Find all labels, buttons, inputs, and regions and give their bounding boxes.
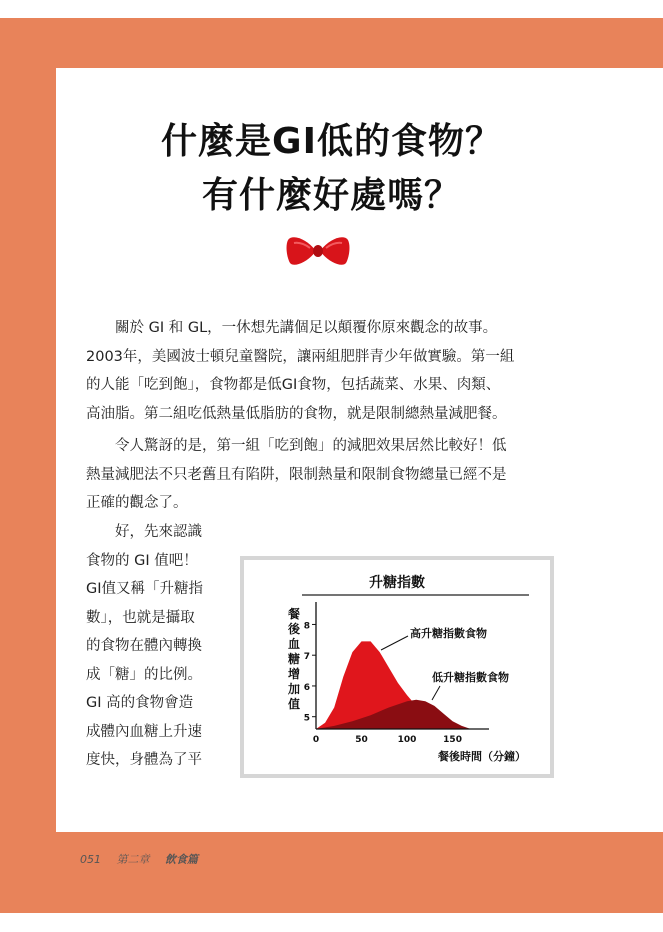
paragraph-2-line: 正確的觀念了。 (86, 495, 188, 511)
paragraph-1 (86, 314, 556, 428)
x-tick-label: 100 (397, 735, 417, 745)
bowtie-icon (286, 234, 350, 268)
paragraph-2-line: 熱量減肥法不只老舊且有陷阱，限制熱量和限制食物總量已經不是 (86, 466, 507, 483)
page-title-line1: 什麼是GI低的食物？ (161, 121, 502, 162)
section-label: 飲食篇 (165, 853, 198, 866)
y-tick-label: 6 (303, 682, 310, 693)
paragraph-2 (86, 432, 556, 518)
paragraph-1-line: 2003年，美國波士頓兒童醫院，讓兩組肥胖青少年做實驗。第一組 (86, 348, 515, 365)
frame-bottom-band (0, 832, 663, 913)
paragraph-1-line: 的人能「吃到飽」，食物都是低GI食物，包括蔬菜、水果、肉類、 (86, 377, 501, 393)
page-number: 051 (80, 853, 101, 866)
series-label-high-gi: 高升糖指數食物 (410, 627, 487, 640)
page-footer (80, 851, 210, 867)
y-axis-label-char: 餐 (287, 607, 301, 621)
series-leader-high-gi (381, 636, 408, 650)
gi-chart (244, 560, 550, 774)
paragraph-1-line: 關於 GI 和 GL，一休想先講個足以顛覆你原來觀念的故事。 (115, 320, 498, 336)
y-axis-label-char: 加 (287, 682, 301, 696)
chapter-label: 第二章 (116, 853, 150, 866)
paragraph-3-line: GI值又稱「升糖指 (86, 581, 204, 597)
y-axis-label-char: 增 (287, 667, 301, 681)
x-tick-label: 0 (312, 735, 320, 745)
series-leader-low-gi (432, 686, 440, 700)
y-axis-label-char: 後 (287, 622, 301, 636)
x-tick-label: 50 (355, 735, 368, 745)
paragraph-3-line: 度快，身體為了平 (86, 752, 202, 768)
y-tick-label: 7 (303, 652, 310, 663)
paragraph-3-line: 成體內血糖上升速 (86, 723, 202, 740)
paragraph-1-line: 高油脂。第二組吃低熱量低脂肪的食物，就是限制總熱量減肥餐。 (86, 405, 507, 422)
gi-chart-box (240, 556, 554, 778)
paragraph-3-line: 食物的 GI 值吧！ (86, 552, 198, 569)
chart-title: 升糖指數 (369, 575, 425, 591)
paragraph-3-line: 數」，也就是攝取 (86, 609, 195, 626)
y-axis-label-char: 值 (287, 697, 301, 711)
paragraph-3-line: 的食物在體內轉換 (86, 638, 202, 654)
frame-top-band (0, 18, 663, 68)
x-axis-label: 餐後時間（分鐘） (438, 750, 526, 763)
paragraph-3-line: GI 高的食物會造 (86, 695, 194, 711)
paragraph-3-line: 成「糖」的比例。 (86, 666, 202, 683)
paragraph-3-line: 好，先來認識 (115, 524, 202, 540)
y-axis-label-char: 血 (287, 637, 301, 651)
page-title-line2: 有什麼好處嗎？ (201, 175, 461, 216)
paragraph-3 (86, 518, 226, 775)
y-tick-label: 8 (303, 621, 310, 632)
y-tick-label: 5 (303, 713, 310, 724)
series-label-low-gi: 低升糖指數食物 (432, 671, 509, 684)
x-tick-label: 150 (443, 735, 462, 745)
y-axis-label-char: 糖 (287, 652, 301, 666)
paragraph-2-line: 令人驚訝的是，第一組「吃到飽」的減肥效果居然比較好！低 (115, 438, 507, 454)
